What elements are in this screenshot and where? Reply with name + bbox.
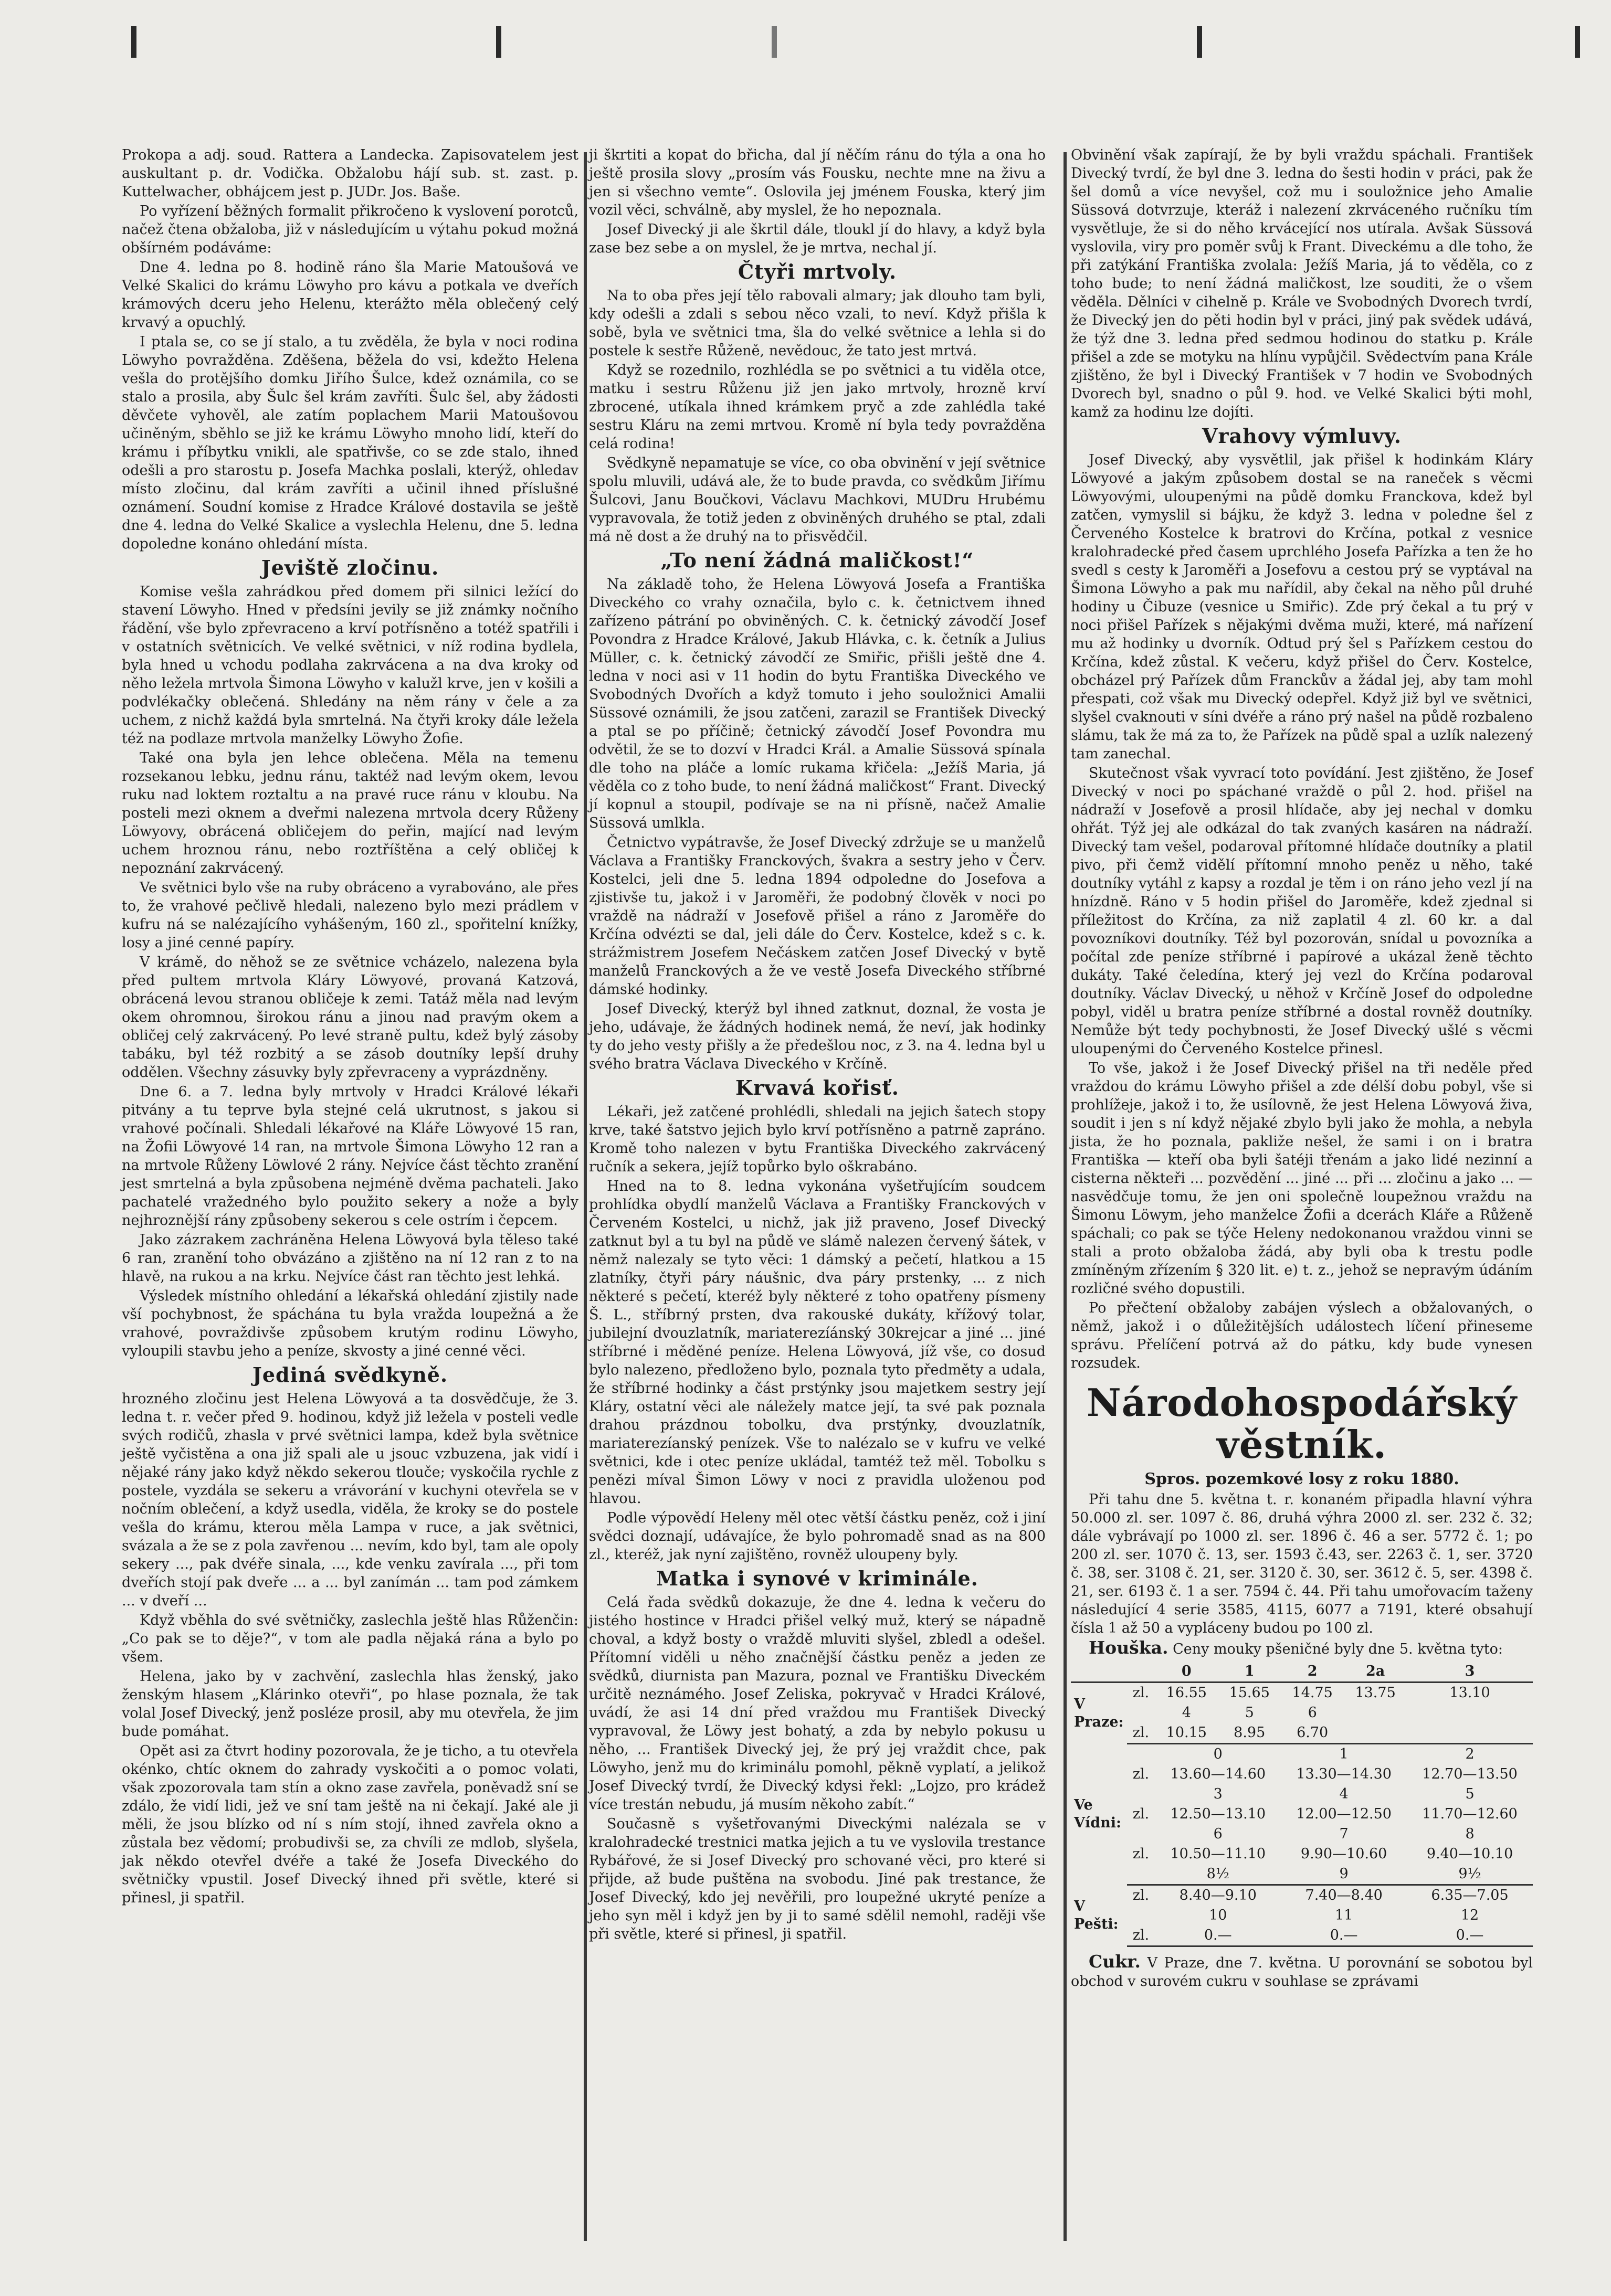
paragraph: Po přečtení obžaloby zabájen výslech a obžalovaných, o němž, jakož i o důležitějších událostech líčení přineseme správu. Přelíčení potrvá až do pátku, kdy bude vynesen rozsudek.: [1071, 1300, 1533, 1371]
paragraph: Na to oba přes její tělo rabovali almary; jak dlouho tam byli, kdy odešli a zdali s sebou něco vzali, to neví. Když přišla k sobě, byla ve světnici tma, šla do velké světnice a lehla si do postele k sestře Růženě, nevědouc, že tato jest mrtvá.: [589, 288, 1046, 359]
paragraph: Když vběhla do své světničky, zaslechla ještě hlas Růženčin: „Co pak se to děje?“, v tom ale padla nějaká rána a bylo po všem.: [122, 1612, 578, 1665]
table-cell: 2: [1465, 1746, 1475, 1762]
table-cell: 12.00—12.50: [1296, 1806, 1392, 1822]
table-cell: 6: [1213, 1826, 1223, 1842]
paragraph: Helena, jako by v zachvění, zaslechla hlas ženský, jako ženským hlasem „Klárinko otevři“, po hlase poznala, že tak volal Josef Divecký, jenž posléze prosil, aby mu otevřela, že jim bude pomáhat.: [122, 1668, 578, 1740]
table-cell: zl.: [1132, 1887, 1150, 1903]
table-cell: 5: [1245, 1705, 1254, 1721]
table-cell: [1344, 1703, 1533, 1723]
city-label: Ve Vídni:: [1074, 1797, 1121, 1831]
paragraph: Dne 6. a 7. ledna byly mrtvoly v Hradci Králové lékaři pitvány a tu teprve byla stejné celá ukrutnost, s jakou si vrahové počínali. Shledali lékařové na Kláře Löwyové 15 ran, na Žofii Löwyové 14 ran, na mrtvole Šimona Löwyho 12 ran a na mrtvole Růženy Löwlové 2 rány. Nejvíce část těchto zranění jest smrtelná a byla způsobena nejméně dvěma pachateli. Jako pachatelé vražedného bylo použito sekery a nože a byly nejhroznější rány způsobeny sekerou s cele ostrím i čepcem.: [122, 1084, 578, 1229]
table-row: [1071, 1764, 1533, 1784]
column-rule-1: [584, 152, 587, 2241]
paragraph: Po vyřízení běžných formalit přikročeno k vyslovení porotců, načež čtena obžaloba, již v následujícím u výtahu pokud možná obšírném podáváme:: [122, 203, 578, 256]
table-cell: [1127, 1784, 1155, 1804]
paragraph: Komise vešla zahrádkou před domem při silnici ležící do stavení Löwyho. Hned v předsíni jevily se již známky nočního řádění, vše bylo zpřevraceno a krví potřísněno a totéž spatřili i v ostatních světnicích. Ve velké světnici, v níž rodina bydlela, byla hned u vchodu podlaha zakrvácena a na dva kroky od něho ležela mrtvola Šimona Löwyho v kalužl krve, jen v košili a podvlékačky oblečená. Shledány na něm rány v čele a za uchem, z nichž každá byla smrtelná. Na čtyři kroky dále ležela též na podlaze mrtvola manželky Löwyho Žofie.: [122, 584, 578, 747]
table-row: [1071, 1844, 1533, 1864]
paragraph: hrozného zločinu jest Helena Löwyová a ta dosvědčuje, že 3. ledna t. r. večer před 9. hodinou, když již ležela v posteli vedle svých rodičů, zhasla v prvé světnici lampa, kdež byla světnice ještě vyčistěna a ona již spali ale u jsouc vzbuzena, jak vidí i nějaké rány jako když někdo sekerou tlouče; vyskočila rychle z postele, vyzdála se sekeru a vrávorání v kuchyni otevřela se v nočním oblečení, a když usedla, viděla, že kroky se do postele vešla do krámu, kterou měla Lampa v ruce, a jak světnici, svázala a že se z pola zavřenou ... nevím, kdo byl, tam ale opoly sekery ..., pak dvéře sinala, ..., kde venku zavírala ..., při tom dveřích stojí pak dveře ... a ... byl zanímán ... tam pod zámkem ... v dveří ...: [122, 1391, 578, 1609]
table-cell: 9½: [1407, 1864, 1533, 1885]
table-row: [1071, 1723, 1533, 1744]
table-cell: 4: [1339, 1786, 1349, 1802]
table-cell: [1127, 1906, 1155, 1925]
table-row: [1071, 1744, 1533, 1765]
table-row: [1071, 1906, 1533, 1925]
sugar-report: [1071, 1952, 1533, 1991]
paragraph: Opět asi za čtvrt hodiny pozorovala, že je ticho, a tu otevřela okénko, chtíc oknem do zahrady vyskočiti a o pomoc volati, však zpozorovala tam stín a okno zase zavřela, poněvadž sní se zdálo, že vidí lidi, jež ve sní tam ještě na ni čekají. Jaké ale ji měli, že jsou blízko od ní s ním stojí, ihned zavřela okno a zůstala bez vědomí; probudivši se, za chvíli ze mdlob, slyšela, jak někdo otevřel dvéře a také že Josefa Diveckého do světničky vpustil. Josef Divecký ihned při světle, které si přinesl, ji spatřil.: [122, 1743, 578, 1906]
flour-price-table: [1071, 1662, 1533, 1947]
column-2: [589, 146, 1046, 1944]
paragraph: Také ona byla jen lehce oblečena. Měla na temenu rozsekanou lebku, jednu ránu, taktéž nad levým okem, levou ruku nad loktem roztaltu a na pravé ruce ránu v kloubu. Na posteli mezi oknem a dveřmi nalezena mrtvola dcery Růženy Löwyovy, obrácená obličejem do peřin, mající nad levým uchem hroznou ránu, nebo roztříštěna a celý obličej k nepoznání zakrvácený.: [122, 750, 578, 876]
paragraph: Obvinění však zapírají, že by byli vraždu spáchali. František Divecký tvrdí, že byl dne 3. ledna do šesti hodin v práci, pak že šel domů a více nevyšel, což mu i souložnice jeho Amalie Süssová dotvrzuje, kteráž i nalezení zkrváceného ručníku tím vysvětluje, že si do něho krvácející nos utírala. Avšak Süssová vyslovila, viry pro poměr svůj k Frant. Diveckému a dle toho, že při zatýkání Františka zvolala: Ježíš Maria, já to věděla, co z toho bude; to není žádná maličkost, lze souditi, že o všem věděla. Dělníci v cihelně p. Krále ve Svobodných Dvorech tvrdí, že Divecký jen do pěti hodin byl v práci, jiný pak svědek udává, že týž dne 3. ledna před sedmou hodinou do statku p. Krále přišel a zde se motyku na hlínu vypůjčil. Svědectvím pana Krále zjištěno, že byl i Divecký František v 7 hodin ve Svobodných Dvorech byl, snadno o půl 9. hod. ve Velké Skalici býti mohl, kamž za hodinu lze dojíti.: [1071, 147, 1533, 420]
paragraph: Podle výpovědí Heleny měl otec větší částku peněz, což i jiní svědci doznají, udávajíce, že bylo pohromadě snad as na 800 zl., kteréž, jak nyní zajištěno, rovněž uloupeny byly.: [589, 1510, 1046, 1563]
table-cell: 10.50—11.10: [1170, 1846, 1266, 1862]
table-row: [1071, 1683, 1533, 1704]
table-cell: 0.—: [1155, 1925, 1281, 1946]
table-cell: 6.70: [1281, 1723, 1344, 1744]
paragraph: ji škrtiti a kopat do břicha, dal jí něčím ránu do týla a ona ho ještě prosila slovy „prosím vás Fousku, nechte mne na živu a jen si všechno vemte“. Oslovila jej jménem Fouska, který jim vozil věci, schválně, aby myslel, že ho nepoznala.: [589, 147, 1046, 218]
lottery-text: Při tahu dne 5. května t. r. konaném připadla hlavní výhra 50.000 zl. ser. 1097 č. 86, druhá výhra 2000 zl. ser. 232 č. 32; dále vybrávají po 1000 zl. ser. 1896 č. 46 a ser. 5772 č. 1; po 200 zl. ser. 1070 č. 13, ser. 1593 č.43, ser. 2263 č. 1, ser. 3720 č. 38, ser. 3108 č. 21, ser. 3120 č. 30, ser. 3612 č. 5, ser. 4398 č. 21, ser. 6193 č. 1 a ser. 7594 č. 44. Při tahu umořovacím taženy následující 4 serie 3585, 4115, 6077 a 7191, které obsahují čísla 1 až 50 a vypláceny budou po 100 zl.: [1071, 1491, 1533, 1636]
table-cell: [1344, 1723, 1533, 1744]
paragraph: Výsledek místního ohledání a lékařská ohledání zjistily nade vší pochybnost, že spáchána tu byla vražda loupežná a že vrahové, povraždivše způsobem krutým rodinu Löwyho, vyloupili stavbu jeho a peníze, skvosty a jiné cenné věci.: [122, 1288, 578, 1359]
paragraph: Současně s vyšetřovanými Diveckými nalézala se v kralohradecké trestnici matka jejich a tu ve vyslovila trestance Rybářové, že si Josef Divecký pro schované věci, pro které si přijde, až bude puštěna na svobodu. Jiné pak trestance, že Josef Divecký, kdo jej nevěřili, pro loupežné ukryté peníze a jeho syn měl i když jen by ji to samé sdělil nemohl, raději vše při světle, které si přinesl, ji spatřil.: [589, 1816, 1046, 1942]
table-cell: 2a: [1344, 1662, 1407, 1683]
table-cell: 8.95: [1218, 1723, 1281, 1744]
table-row: [1071, 1804, 1533, 1824]
table-cell: 9.40—10.10: [1426, 1846, 1513, 1862]
table-row: [1071, 1824, 1533, 1844]
table-header-row: [1071, 1662, 1533, 1683]
lottery-heading: Spros. pozemkové losy z roku 1880.: [1144, 1470, 1459, 1488]
table-cell: 6: [1308, 1705, 1317, 1721]
flour-prices-intro: [1071, 1638, 1533, 1658]
table-cell: 4: [1182, 1705, 1191, 1721]
column-rule-2: [1064, 152, 1067, 2241]
section-heading: Krvavá kořisť.: [735, 1076, 899, 1099]
paragraph: Josef Divecký, aby vysvětlil, jak přišel k hodinkám Kláry Löwyové a jakým způsobem dostal se na raneček s věcmi Löwyovými, uloupenými na půdě domku Franckova, kdež byl zatčen, vymyslil si bájku, že když 3. ledna v poledne šel z Červeného Kostelce k bratrovi do Krčína, potkal z vesnice kralohradecké před časem uprchlého Josefa Pařízka a ten že ho svedl s cesty k Jaroměři a Josefovu a cestou prý se vyptával na Šimona Löwyho a pak mu nařídil, aby čekal na něho půl druhé hodiny u Čibuze (vesnice u Smiřic). Zde prý čekal a tu prý v noci přišel Pařízek s nějakými dvěma muži, které, má nařízení mu až hodinky u dvorník. Odtud prý šel s Pařízkem cestou do Krčína, kdež zůstal. K večeru, když přišel do Červ. Kostelce, obcházel prý Pařízek dům Franckův a žádal jej, aby tam mohl přespati, což však mu Divecký odepřel. Když již byl ve světnici, slyšel cvaknouti v síni dvéře a ráno prý našel na půdě rozbaleno slámu, tak že má za to, že Pařízek na půdě spal a uzlík nalezený tam zanechal.: [1071, 452, 1533, 762]
table-cell: 16.55: [1166, 1685, 1207, 1701]
table-cell: 8½: [1155, 1864, 1281, 1885]
table-cell: [1127, 1662, 1155, 1683]
section-heading: Jeviště zločinu.: [261, 556, 439, 579]
paragraph: Když se rozednilo, rozhlédla se po světnici a tu viděla otce, matku i sestru Růženu již jen jako mrtvoly, hrozně krví zbrocené, utíkala ihned krámkem pryč a zde zahlédla také sestru Kláru na zemi mrtvou. Kromě ní byla tedy povražděna celá rodina!: [589, 362, 1046, 452]
paragraph: I ptala se, co se jí stalo, a tu zvěděla, že byla v noci rodina Löwyho povražděna. Zděšena, běžela do vsi, kdežto Helena vešla do protějšího domku Jiřího Šulce, kdež oznámila, co se stalo a prosila, aby Šulc šel krám zavříti. Šulc šel, aby žádosti děvčete vyhověl, ale zatím poplachem Marii Matoušovou učiněným, sběhlo se již ke krámu Löwyho mnoho lidí, kteří do krámu i příbytku vnikli, ale spatřivše, co se zde stalo, ihned odešli a pro starostu p. Josefa Machka poslali, kterýž, ohledav místo zločinu, dal krám zavříti a učinil ihned příslušné oznámení. Soudní komise z Hradce Králové dostavila se ještě dne 4. ledna do Velké Skalice a vyslechla Helenu, dne 5. ledna dopoledne konáno ohledání místa.: [122, 334, 578, 552]
table-cell: [1127, 1864, 1155, 1885]
table-cell: zl.: [1127, 1723, 1155, 1744]
table-cell: [1127, 1703, 1155, 1723]
paragraph: Ve světnici bylo vše na ruby obráceno a vyrabováno, ale přes to, že vrahové pečlivě hledali, nalezeno bylo mezi prádlem v kufru ná se nalézajícího vyhášeným, 160 zl., spořitelní knížky, losy a jiné cenné papíry.: [122, 880, 578, 951]
city-label: V Pešti:: [1074, 1898, 1119, 1932]
table-cell: 13.30—14.30: [1296, 1766, 1392, 1782]
paragraph: Prokopa a adj. soud. Rattera a Landecka. Zapisovatelem jest auskultant p. dr. Vodička. Obžalobu hájí sub. st. zast. p. Kuttelwacher, obhájcem jest p. JUDr. Jos. Baše.: [122, 147, 578, 200]
top-edge-marks: [0, 21, 1611, 63]
section-heading: Vrahovy výmluvy.: [1202, 424, 1402, 448]
table-cell: 1: [1339, 1746, 1349, 1762]
paragraph: Celá řada svědků dokazuje, že dne 4. ledna k večeru do jistého hostince v Hradci přišel velký muž, který se nápadně choval, a když bosty o vraždě mluviti slyšel, zbledl a odešel. Přítomní viděli u něho značnější částku peněz a jeden ze svědků, diurnista pan Mazura, poznal ve Františku Diveckém určitě neznámého. Josef Zeliska, pokryvač v Hradci Králové, uvádí, že asi 14 dní před vraždou mu František Divecký vypravoval, že Löwy jest bohatý, a zda by nebylo pokusu u něho, ... František Divecký jej, že prý jej vraždit chce, pak Löwyho, jenž mu do kriminálu pomohl, pěkně vyplatí, a jelikož Josef Divecký tvrdí, že Divecký kdysi řekl: „Lojzo, pro krádež více trestán nebudu, já musím někoho zabít.“: [589, 1594, 1046, 1813]
table-cell: 1: [1218, 1662, 1281, 1683]
section-heading: „To není žádná maličkost!“: [660, 548, 974, 572]
table-cell: zl.: [1127, 1925, 1155, 1946]
city-label: V Praze:: [1074, 1696, 1124, 1730]
table-cell: [1127, 1824, 1155, 1844]
section-heading: Čtyři mrtvoly.: [738, 260, 897, 283]
paragraph: Četnictvo vypátravše, že Josef Divecký zdržuje se u manželů Václava a Františky Franckových, švakra a sestry jeho v Červ. Kostelci, jeli dne 5. ledna 1894 odpoledne do Josefova a zjistivše tu, jakož i v Jaroměři, že podobný člověk v noci po vraždě na nádraží v Josefově přišel a ráno z Jaroměře do Krčína odvézti se dal, jeli dále do Červ. Kostelce, kdež s c. k. strážmistrem Josefem Nečáskem zatčen Josef Divecký v bytě manželů Franckových a že ve vestě Josefa Diveckého stříbrné dámské hodinky.: [589, 834, 1046, 998]
table-cell: 12: [1460, 1907, 1479, 1923]
sugar-label: Cukr.: [1089, 1951, 1141, 1972]
table-cell: 11: [1334, 1907, 1353, 1923]
table-row: [1071, 1864, 1533, 1885]
table-cell: zl.: [1132, 1806, 1150, 1822]
table-cell: 13.10: [1449, 1685, 1490, 1701]
table-cell: 10.15: [1155, 1723, 1218, 1744]
paragraph: Hned na to 8. ledna vykonána vyšetřujícím soudcem prohlídka obydlí manželů Václava a Františky Franckových v Červeném Kostelci, u nichž, jak již praveno, Josef Divecký zatknut byl a tu byl na půdě ve slámě nalezen červený šátek, v němž nalezaly se tyto věci: 1 dámský a pečetí, hlatkou a 15 zlatníky, čtyři páry náušnic, dva páry prstenky, ... z nich některé s pečetí, kteréž byly některé z toho opatřeny písmeny Š. L., stříbrný prsten, dva rakouské dukáty, křížový tolar, jubilejní dvouzlatník, mariaterezíánský 30krejcar a jiné ... jiné stříbrné i měděné peníze. Helena Löwyová, jíž vše, co dosud bylo nalezeno, předloženo bylo, poznala tyto předměty a udala, že stříbrné hodinky a část prstýnky jsou majetkem sestry její Kláry, ostatní věci ale náležely matce její, ta své pak poznala drahou prázdnou tobolku, dva prstýnky, dvouzlatník, mariaterezíanský penízek. Vše to nalézalo se v kufru ve velké světnici, kde i otec peníze ukládal, tamtéž tež měl. Tobolku s penězi míval Šimon Löwy v noci z pravidla uloženou pod hlavou.: [589, 1178, 1046, 1507]
table-cell: 10: [1209, 1907, 1227, 1923]
table-cell: zl.: [1132, 1685, 1150, 1701]
table-cell: 0.—: [1407, 1925, 1533, 1946]
paragraph: Na základě toho, že Helena Löwyová Josefa a Františka Diveckého co vrahy označila, bylo c. k. četnictvem ihned zařízeno pátrání po obviněných. C. k. četnický závodčí Josef Povondra z Hradce Králové, Jakub Hlávka, c. k. četník a Julius Müller, c. k. četnický závodčí ze Smiřic, přišli ještě dne 4. ledna v noci asi v 11 hodin do bytu Františka Diveckého ve Svobodných Dvořích a když tomuto i jeho souložnici Amalii Süssové oznámili, že jsou zatčeni, zarazil se František Divecký a ptal se po příčině; četnický závodčí Josef Povondra mu odvětil, že se to dozví v Hradci Král. a Amalie Süssová spínala dle toho na pláče a lomíc rukama křičela: „Ježíš Maria, já věděla co z toho bude, to není žádná maličkost“ Frant. Divecký jí kopnul a stoupil, podívaje se na ni přísně, načež Amalie Süssová umlkla.: [589, 576, 1046, 831]
table-cell: 7.40—8.40: [1305, 1887, 1383, 1903]
paragraph: Skutečnost však vyvrací toto povídání. Jest zjištěno, že Josef Divecký v noci po spáchané vraždě o půl 2. hod. přišel na nádraží v Josefově a prosil hlídače, aby jej nechal v domku ohřát. Týž jej ale odkázal do tak zvaných kasáren na nádraží. Divecký tam vešel, podaroval přítomné hlídače doutníky a platil pivo, při čemž vidělí přítomní mnoho peněz u něho, také doutníky vytáhl z kapsy a rozdal je těm i on ráno jeho vezl jí na hnízdně. Ráno v 5 hodin přišel do Jaroměře, kdež zjednal si příležitost do Krčína, za niž zaplatil 4 zl. 60 kr. a dal povozníkovi doutníky. Též byl pozorován, snídal u povozníka a počítal zde peníze stříbrné i papírové a ukázal ženě těchto dukáty. Také čeledína, který jej vezl do Krčína podaroval doutníky. Václav Divecký, u něhož v Krčíně Josef do odpoledne pobyl, viděl u bratra peníze stříbrné a dostal rovněž doutníky. Nemůže být tedy pochybnosti, že Josef Divecký ušlé s věcmi uloupenými do Červeného Kostelce přinesl.: [1071, 765, 1533, 1057]
table-cell: 15.65: [1229, 1685, 1270, 1701]
table-cell: [1127, 1744, 1155, 1765]
section-heading: Matka i synové v kriminále.: [656, 1567, 978, 1590]
table-cell: zl.: [1132, 1846, 1150, 1862]
table-cell: 9: [1281, 1864, 1407, 1885]
paragraph: Svědkyně nepamatuje se více, co oba obvinění v její světnice spolu mluvili, udává ale, že to bude pravda, co svědkům Jiřímu Šulcovi, Janu Boučkovi, Václavu Machkovi, MUDru Hrubému vypravovala, že totiž jeden z obviněných druhého se ptal, zdali má ně dost a že druhý na to přisvědčil.: [589, 455, 1046, 545]
table-cell: 0: [1155, 1662, 1218, 1683]
table-cell: 7: [1339, 1826, 1349, 1842]
paragraph: Josef Divecký ji ale škrtil dále, tloukl jí do hlavy, a když byla zase bez sebe a on myslel, že je mrtva, nechal jí.: [589, 221, 1046, 256]
table-cell: 11.70—12.60: [1422, 1806, 1518, 1822]
table-cell: zl.: [1132, 1766, 1150, 1782]
table-row: [1071, 1925, 1533, 1946]
table-cell: 5: [1465, 1786, 1475, 1802]
column-1: [122, 146, 578, 1908]
table-cell: [1071, 1662, 1127, 1683]
table-cell: 8.40—9.10: [1179, 1887, 1257, 1903]
paragraph: Josef Divecký, kterýž byl ihned zatknut, doznal, že vosta je jeho, udávaje, že žádných hodinek nemá, že neví, jak hodinky ty do jeho vesty přišly a že předešlou noc, z 3. na 4. ledna byl u svého bratra Václava Diveckého v Krčíně.: [589, 1001, 1046, 1072]
table-cell: 9.90—10.60: [1300, 1846, 1387, 1862]
section-heading: Jediná svědkyně.: [252, 1363, 448, 1387]
sugar-text: V Praze, dne 7. května. U porovnání se sobotou byl obchod v surovém cukru v souhlase se zprávami: [1071, 1955, 1533, 1990]
table-cell: 12.50—13.10: [1170, 1806, 1266, 1822]
paragraph: V krámě, do něhož se ze světnice vcházelo, nalezena byla před pultem mrtvola Kláry Löwyové, provaná Katzová, obrácená levou stranou obličeje k zemi. Tatáž měla nad levým okem ohromnou, širokou ránu a jinou nad pravým okem a obličej celý zakrvácený. Po levé straně pultu, kdež bylý zásoby tabáku, byl též rozbitý a se zásob doutníky lepší druhy oddělen. Všechny zásuvky byly zpřevraceny a vyprázdněny.: [122, 954, 578, 1081]
paragraph: Dne 4. ledna po 8. hodině ráno šla Marie Matoušová ve Velké Skalici do krámu Löwyho pro kávu a potkala ve dveřích krámových dceru jeho Helenu, kterážto měla oblečený celý krvavý a opuchlý.: [122, 259, 578, 331]
paragraph: Lékaři, jež zatčené prohlédli, shledali na jejich šatech stopy krve, také šatstvo jejich bylo krví potřísněno a patrně zapráno. Kromě toho nalezen v bytu Františka Diveckého zakrvácený ručník a sekera, jejíž topůrko bylo oškrabáno.: [589, 1104, 1046, 1175]
table-cell: 14.75: [1292, 1685, 1333, 1701]
flour-label: Houška.: [1089, 1637, 1168, 1658]
table-cell: 13.75: [1355, 1685, 1396, 1701]
table-row: [1071, 1885, 1533, 1906]
table-cell: 0.—: [1281, 1925, 1407, 1946]
table-cell: 8: [1465, 1826, 1475, 1842]
table-cell: 2: [1281, 1662, 1344, 1683]
column-3: [1071, 146, 1533, 1992]
table-cell: 0: [1213, 1746, 1223, 1762]
table-row: [1071, 1784, 1533, 1804]
paragraph: Jako zázrakem zachráněna Helena Löwyová byla těleso také 6 ran, zranění toho obvázáno a zjištěno na ní 12 ran z to na hlavě, na rukou a na krku. Nejvíce část ran těchto jest lehká.: [122, 1232, 578, 1285]
table-row: [1071, 1703, 1533, 1723]
table-cell: 13.60—14.60: [1170, 1766, 1266, 1782]
flour-text: Ceny mouky pšeničné byly dne 5. května tyto:: [1173, 1641, 1503, 1657]
table-cell: 6.35—7.05: [1431, 1887, 1509, 1903]
vestnik-title: Národohospodářský věstník.: [1086, 1380, 1518, 1467]
table-cell: 3: [1407, 1662, 1533, 1683]
table-cell: 3: [1213, 1786, 1223, 1802]
table-cell: 12.70—13.50: [1422, 1766, 1518, 1782]
paragraph: To vše, jakož i že Josef Divecký přišel na tři neděle před vraždou do krámu Löwyho přišel a zde délší dobu pobyl, vše si prohlížeje, jakož i to, že usílovně, že jest Helena Löwyová živa, soudit i jen s ní když nějaké zbylo byli jako že mohla, a nebyla jista, že ho poznala, pakliže nešel, že sami i on i bratra Františka — kteří oba byli šatéji třenám a jako lidé nezinní a cisterna někteři ... pozvědění ... jiné ... při ... zločinu a jako ... — nasvědčuje tomu, že jen oni společně loupežnou vraždu na Šimonu Löwym, jeho manželce Žofii a dcerách Kláře a Růženě spáchali; co pak se týče Heleny nedokonanou vraždou vinni se stali a proto obžaloba žádá, aby byli oba k trestu podle zmíněným zřízením § 320 lit. e) t. z., jehož se nepravým údáním rozličné svého dopustili.: [1071, 1060, 1533, 1297]
